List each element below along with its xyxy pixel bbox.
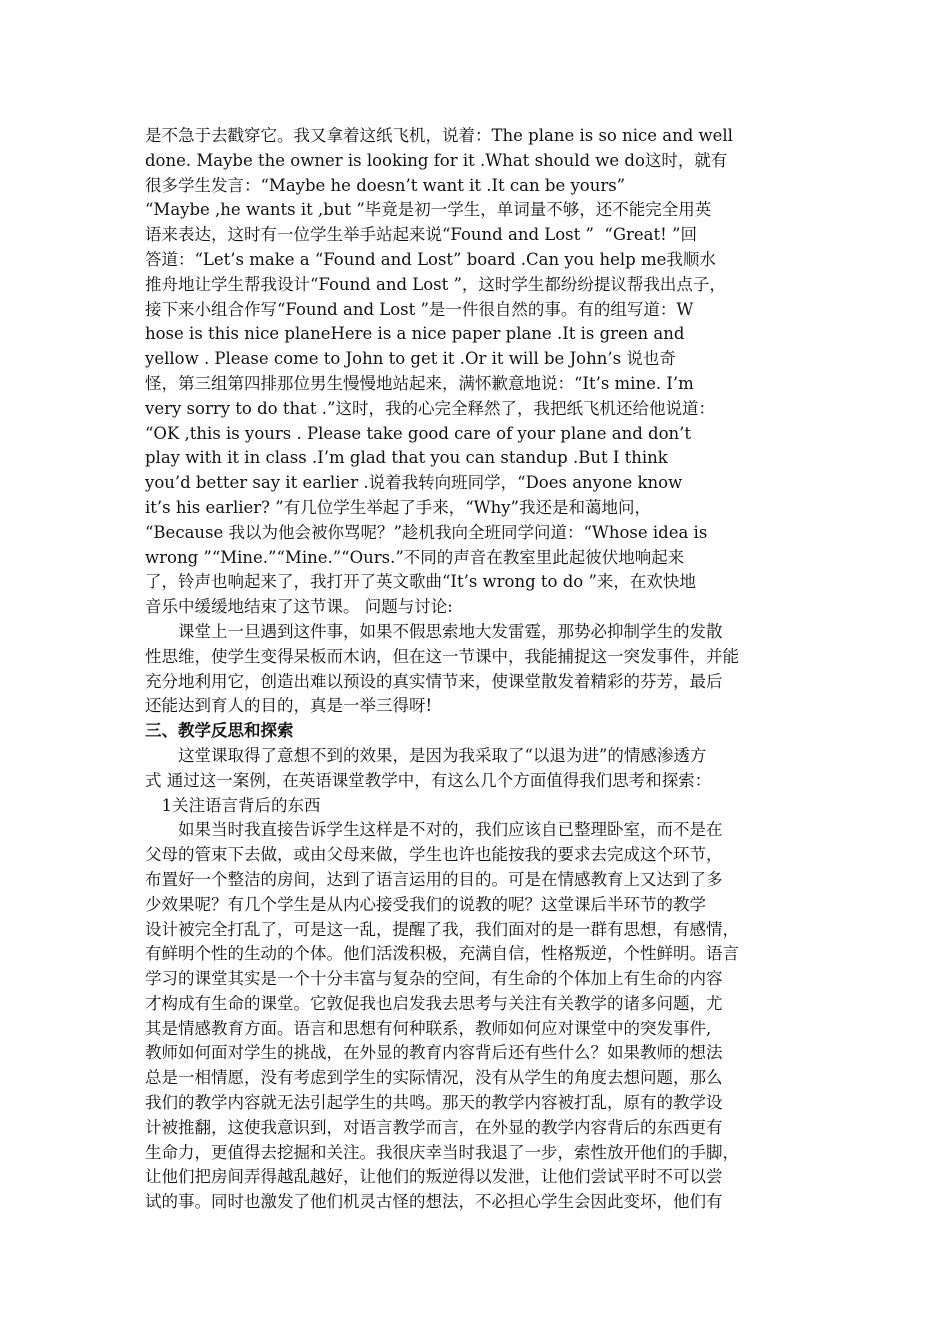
paragraph-line: 式 通过这一案例，在英语课堂教学中，有这么几个方面值得我们思考和探索： <box>145 770 712 790</box>
text-line: 答道：“Let’s make a “Found and Lost” board .Can you help me我顺水 <box>145 249 716 269</box>
paragraph-line: 试的事。同时也激发了他们机灵古怪的想法，不必担心学生会因此变坏，他们有 <box>145 1192 723 1212</box>
paragraph-line: 少效果呢？有几个学生是从内心接受我们的说教的呢？这堂课后半环节的教学 <box>145 894 706 914</box>
text-line: wrong ”“Mine.”“Mine.”“Ours.”不同的声音在教室里此起彼伏地响起来 <box>145 547 685 567</box>
paragraph-line: 课堂上一旦遇到这件事，如果不假思索地大发雷霆，那势必抑制学生的发散 <box>145 621 723 641</box>
paragraph-line: 教师如何面对学生的挑战，在外显的教育内容背后还有些什么？如果教师的想法 <box>145 1043 723 1063</box>
paragraph-line: 充分地利用它，创造出难以预设的真实情节来，使课堂散发着精彩的芬芳，最后 <box>145 671 723 691</box>
text-line: hose is this nice planeHere is a nice paper plane .It is green and <box>145 324 685 344</box>
paragraph-line: 生命力，更值得去挖掘和关注。我很庆幸当时我退了一步，索性放开他们的手脚， <box>145 1142 739 1162</box>
text-line: play with it in class .I’m glad that you can standup .But I think <box>145 448 668 468</box>
text-line: 了，铃声也响起来了，我打开了英文歌曲“It’s wrong to do ”来，在欢快地 <box>145 572 696 592</box>
paragraph-line: 布置好一个整洁的房间，达到了语言运用的目的。可是在情感教育上又达到了多 <box>145 869 723 889</box>
paragraph-line: 其是情感教育方面。语言和思想有何种联系，教师如何应对课堂中的突发事件, <box>145 1018 712 1038</box>
text-line: you’d better say it earlier .说着我转向班同学，“Does anyone know <box>145 473 683 493</box>
paragraph-line: 才构成有生命的课堂。它敦促我也启发我去思考与关注有关教学的诸多问题，尤 <box>145 993 723 1013</box>
section-heading: 三、教学反思和探索 <box>145 721 294 741</box>
paragraph-line: 我们的教学内容就无法引起学生的共鸣。那天的教学内容被打乱，原有的教学设 <box>145 1093 723 1113</box>
text-line: it’s his earlier? ”有几位学生举起了手来，“Why”我还是和蔼地问， <box>145 497 651 517</box>
subsection-heading: 1关注语言背后的东西 <box>145 795 321 815</box>
text-line: 接下来小组合作写“Found and Lost ”是一件很自然的事。有的组写道：W <box>145 299 694 319</box>
text-line: 怪，第三组第四排那位男生慢慢地站起来，满怀歉意地说：“It’s mine. I’m <box>145 373 694 393</box>
paragraph-line: 计被推翻，这使我意识到，对语言教学而言，在外显的教学内容背后的东西更有 <box>145 1117 723 1137</box>
paragraph-line: 有鲜明个性的生动的个体。他们活泼积极，充满自信，性格叛逆，个性鲜明。语言 <box>145 944 739 964</box>
paragraph-line: 性思维，使学生变得呆板而木讷，但在这一节课中，我能捕捉这一突发事件，并能 <box>145 646 739 666</box>
text-line: “Because 我以为他会被你骂呢？”趁机我向全班同学问道：“Whose idea is <box>145 522 708 542</box>
text-line: 很多学生发言：“Maybe he doesn’t want it .It can be yours” <box>145 175 626 195</box>
text-line: “Maybe ,he wants it ,but ”毕竟是初一学生，单词量不够，还不能完全用英 <box>145 200 712 220</box>
text-line: 是不急于去戳穿它。我又拿着这纸飞机，说着：The plane is so nice and well <box>145 126 733 145</box>
text-line: very sorry to do that .”这时，我的心完全释然了，我把纸飞机还给他说道： <box>145 398 715 418</box>
text-line: done. Maybe the owner is looking for it .What should we do这时，就有 <box>145 150 728 170</box>
text-line: yellow . Please come to John to get it .Or it will be John’s 说也奇 <box>145 349 676 369</box>
text-line: 语来表达，这时有一位学生举手站起来说“Found and Lost ” “Great! ”回 <box>145 225 697 245</box>
text-line: “OK ,this is yours . Please take good care of your plane and don’t <box>145 423 692 443</box>
paragraph-line: 这堂课取得了意想不到的效果，是因为我采取了“以退为进”的情感渗透方 <box>145 745 707 765</box>
paragraph-line: 父母的管束下去做，或由父母来做，学生也许也能按我的要求去完成这个环节， <box>145 845 723 865</box>
paragraph-line: 让他们把房间弄得越乱越好，让他们的叛逆得以发泄，让他们尝试平时不可以尝 <box>145 1167 723 1187</box>
paragraph-line: 总是一相情愿，没有考虑到学生的实际情况，没有从学生的角度去想问题，那么 <box>145 1068 723 1088</box>
document-body <box>145 124 810 1215</box>
paragraph-line: 如果当时我直接告诉学生这样是不对的，我们应该自已整理卧室，而不是在 <box>145 820 723 840</box>
paragraph-line: 学习的课堂其实是一个十分丰富与复杂的空间，有生命的个体加上有生命的内容 <box>145 969 723 989</box>
paragraph-line: 还能达到育人的目的，真是一举三得呀! <box>145 696 433 716</box>
text-line: 音乐中缓缓地结束了这节课。 问题与讨论: <box>145 597 453 617</box>
text-line: 推舟地让学生帮我设计“Found and Lost ”，这时学生都纷纷提议帮我出点子， <box>145 274 726 294</box>
paragraph-line: 设计被完全打乱了，可是这一乱，提醒了我，我们面对的是一群有思想，有感情， <box>145 919 739 939</box>
